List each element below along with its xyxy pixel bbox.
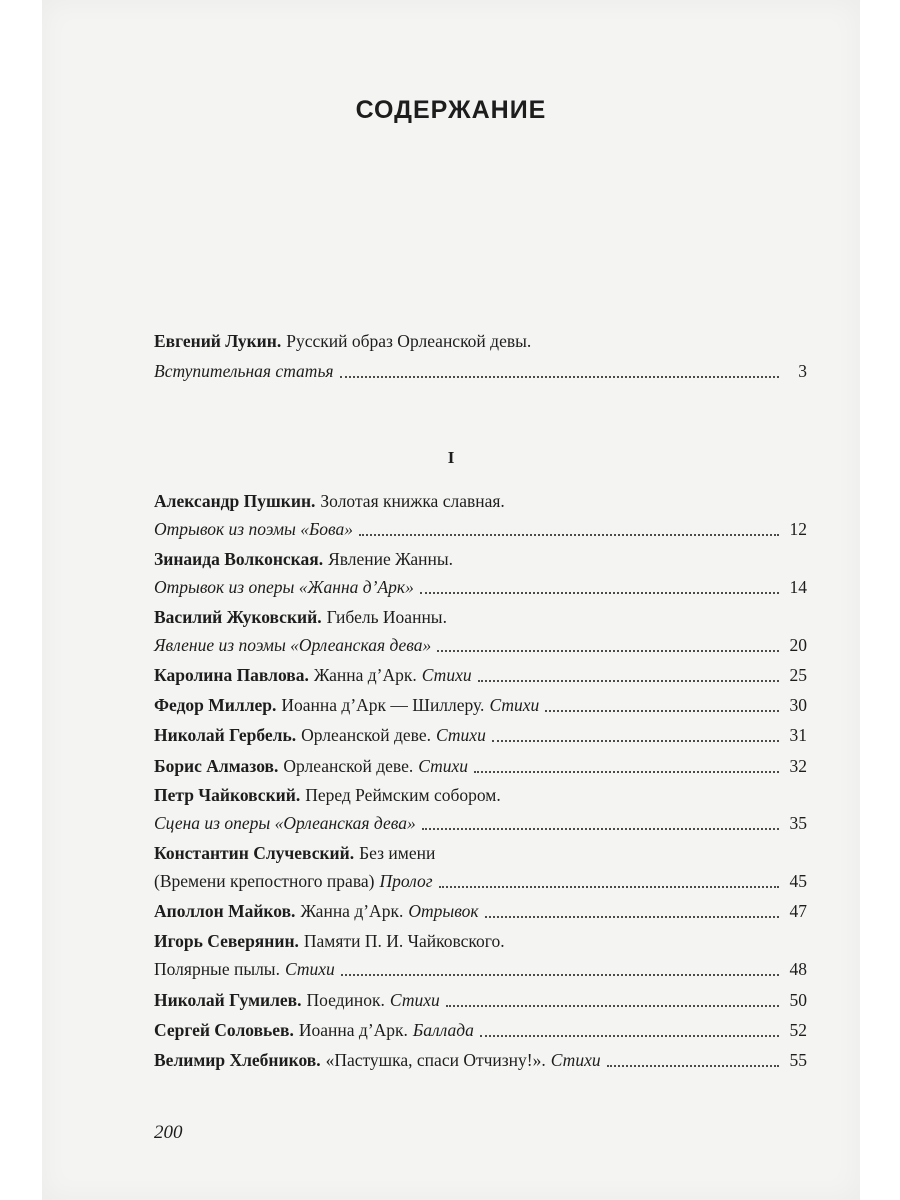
toc-title: Золотая книжка славная. bbox=[320, 491, 505, 511]
toc-genre: Стихи bbox=[489, 695, 540, 715]
dot-leader bbox=[359, 533, 779, 536]
toc-author: Борис Алмазов. bbox=[154, 756, 279, 776]
toc-entry-lukin-line1 bbox=[154, 326, 807, 356]
toc-genre: Стихи bbox=[436, 725, 486, 745]
toc-genre: Стихи bbox=[389, 990, 440, 1010]
toc-entry-lukin-line2[interactable] bbox=[154, 356, 807, 386]
toc-entry-khlebnikov[interactable] bbox=[154, 1045, 807, 1075]
dot-leader bbox=[478, 679, 779, 682]
toc-entry-almazov[interactable] bbox=[154, 751, 807, 781]
section-heading: I bbox=[447, 448, 455, 467]
toc-entry-gerbel[interactable] bbox=[154, 720, 807, 750]
toc-genre: Отрывок bbox=[408, 901, 479, 921]
toc-genre: Стихи bbox=[421, 665, 472, 685]
toc-entry-volkonskaya-line2[interactable] bbox=[154, 572, 807, 602]
toc-subtitle: Отрывок из поэмы «Бова» bbox=[154, 519, 354, 539]
toc-subtitle: Полярные пылы. bbox=[154, 959, 280, 979]
toc-entry-pushkin-line2[interactable] bbox=[154, 514, 807, 544]
toc-entry-pushkin-line1 bbox=[154, 486, 807, 516]
toc-title: Жанна д’Арк. bbox=[313, 665, 417, 685]
dot-leader bbox=[607, 1064, 779, 1067]
toc-page-number: 14 bbox=[789, 577, 807, 597]
dot-leader bbox=[439, 885, 779, 888]
toc-title: Иоанна д’Арк. bbox=[298, 1020, 408, 1040]
toc-subtitle: (Времени крепостного права) bbox=[154, 871, 375, 891]
toc-page-number: 3 bbox=[798, 361, 807, 381]
dot-leader bbox=[446, 1004, 779, 1007]
toc-author: Федор Миллер. bbox=[154, 695, 277, 715]
toc-page-number: 48 bbox=[789, 959, 807, 979]
toc-entry-sluchevsky-line1 bbox=[154, 838, 807, 868]
toc-title: Без имени bbox=[359, 843, 436, 863]
toc-page-number: 55 bbox=[789, 1050, 807, 1070]
toc-page-number: 45 bbox=[789, 871, 807, 891]
toc-author: Константин Случевский. bbox=[154, 843, 355, 863]
toc-title: Иоанна д’Арк — Шиллеру. bbox=[281, 695, 485, 715]
toc-subtitle: Сцена из оперы «Орлеанская дева» bbox=[154, 813, 416, 833]
toc-title: Орлеанской деве. bbox=[301, 725, 431, 745]
toc-subtitle: Отрывок из оперы «Жанна д’Арк» bbox=[154, 577, 414, 597]
dot-leader bbox=[420, 591, 779, 594]
toc-page-number: 52 bbox=[789, 1020, 807, 1040]
dot-leader bbox=[492, 739, 779, 742]
toc-author: Велимир Хлебников. bbox=[154, 1050, 321, 1070]
toc-entry-maikov[interactable] bbox=[154, 896, 807, 926]
toc-page-number: 20 bbox=[789, 635, 807, 655]
toc-author: Игорь Северянин. bbox=[154, 931, 299, 951]
dot-leader bbox=[340, 375, 779, 378]
toc-entry-severyanin-line2[interactable] bbox=[154, 954, 807, 984]
toc-entry-gumilev[interactable] bbox=[154, 985, 807, 1015]
toc-author: Зинаида Волконская. bbox=[154, 549, 324, 569]
toc-author: Александр Пушкин. bbox=[154, 491, 316, 511]
toc-entry-miller[interactable] bbox=[154, 690, 807, 720]
toc-entry-volkonskaya-line1 bbox=[154, 544, 807, 574]
toc-entry-sluchevsky-line2[interactable] bbox=[154, 866, 807, 896]
dot-leader bbox=[474, 770, 779, 773]
toc-page-number: 32 bbox=[789, 756, 807, 776]
dot-leader bbox=[341, 973, 779, 976]
dot-leader bbox=[422, 827, 779, 830]
toc-page-number: 25 bbox=[789, 665, 807, 685]
toc-entry-severyanin-line1 bbox=[154, 926, 807, 956]
toc-genre: Стихи bbox=[418, 756, 469, 776]
toc-title: Орлеанской деве. bbox=[283, 756, 414, 776]
toc-title: «Пастушка, спаси Отчизну!». bbox=[325, 1050, 546, 1070]
toc-title: Поединок. bbox=[306, 990, 385, 1010]
book-page bbox=[42, 0, 860, 1200]
toc-entry-tchaikovsky-line2[interactable] bbox=[154, 808, 807, 838]
toc-title: Явление Жанны. bbox=[328, 549, 454, 569]
toc-entry-zhukovsky-line1 bbox=[154, 602, 807, 632]
toc-entry-zhukovsky-line2[interactable] bbox=[154, 630, 807, 660]
toc-page-number: 31 bbox=[789, 725, 807, 745]
toc-title: Памяти П. И. Чайковского. bbox=[303, 931, 505, 951]
toc-subtitle: Вступительная статья bbox=[154, 361, 334, 381]
toc-entry-tchaikovsky-line1 bbox=[154, 780, 807, 810]
toc-genre: Баллада bbox=[412, 1020, 474, 1040]
toc-page-number: 35 bbox=[789, 813, 807, 833]
toc-page-number: 47 bbox=[789, 901, 807, 921]
toc-subtitle: Явление из поэмы «Орлеанская дева» bbox=[154, 635, 432, 655]
toc-author: Василий Жуковский. bbox=[154, 607, 322, 627]
toc-page-number: 12 bbox=[789, 519, 807, 539]
toc-author: Каролина Павлова. bbox=[154, 665, 309, 685]
toc-author: Сергей Соловьев. bbox=[154, 1020, 294, 1040]
dot-leader bbox=[437, 649, 779, 652]
dot-leader bbox=[545, 709, 779, 712]
toc-page-number: 30 bbox=[789, 695, 807, 715]
toc-author: Николай Гербель. bbox=[154, 725, 297, 745]
toc-entry-pavlova[interactable] bbox=[154, 660, 807, 690]
toc-author: Николай Гумилев. bbox=[154, 990, 302, 1010]
toc-title: Перед Реймским собором. bbox=[305, 785, 501, 805]
toc-title: Жанна д’Арк. bbox=[300, 901, 404, 921]
toc-genre: Стихи bbox=[284, 959, 335, 979]
toc-title: Русский образ Орлеанской девы. bbox=[286, 331, 532, 351]
toc-genre: Пролог bbox=[379, 871, 433, 891]
toc-author: Аполлон Майков. bbox=[154, 901, 296, 921]
toc-title: Гибель Иоанны. bbox=[326, 607, 447, 627]
page-title: СОДЕРЖАНИЕ bbox=[355, 96, 547, 124]
toc-page-number: 50 bbox=[789, 990, 807, 1010]
toc-entry-solovyov[interactable] bbox=[154, 1015, 807, 1045]
toc-author: Петр Чайковский. bbox=[154, 785, 301, 805]
dot-leader bbox=[480, 1034, 779, 1037]
toc-author: Евгений Лукин. bbox=[154, 331, 282, 351]
page-folio: 200 bbox=[154, 1122, 183, 1143]
toc-genre: Стихи bbox=[550, 1050, 601, 1070]
dot-leader bbox=[485, 915, 779, 918]
